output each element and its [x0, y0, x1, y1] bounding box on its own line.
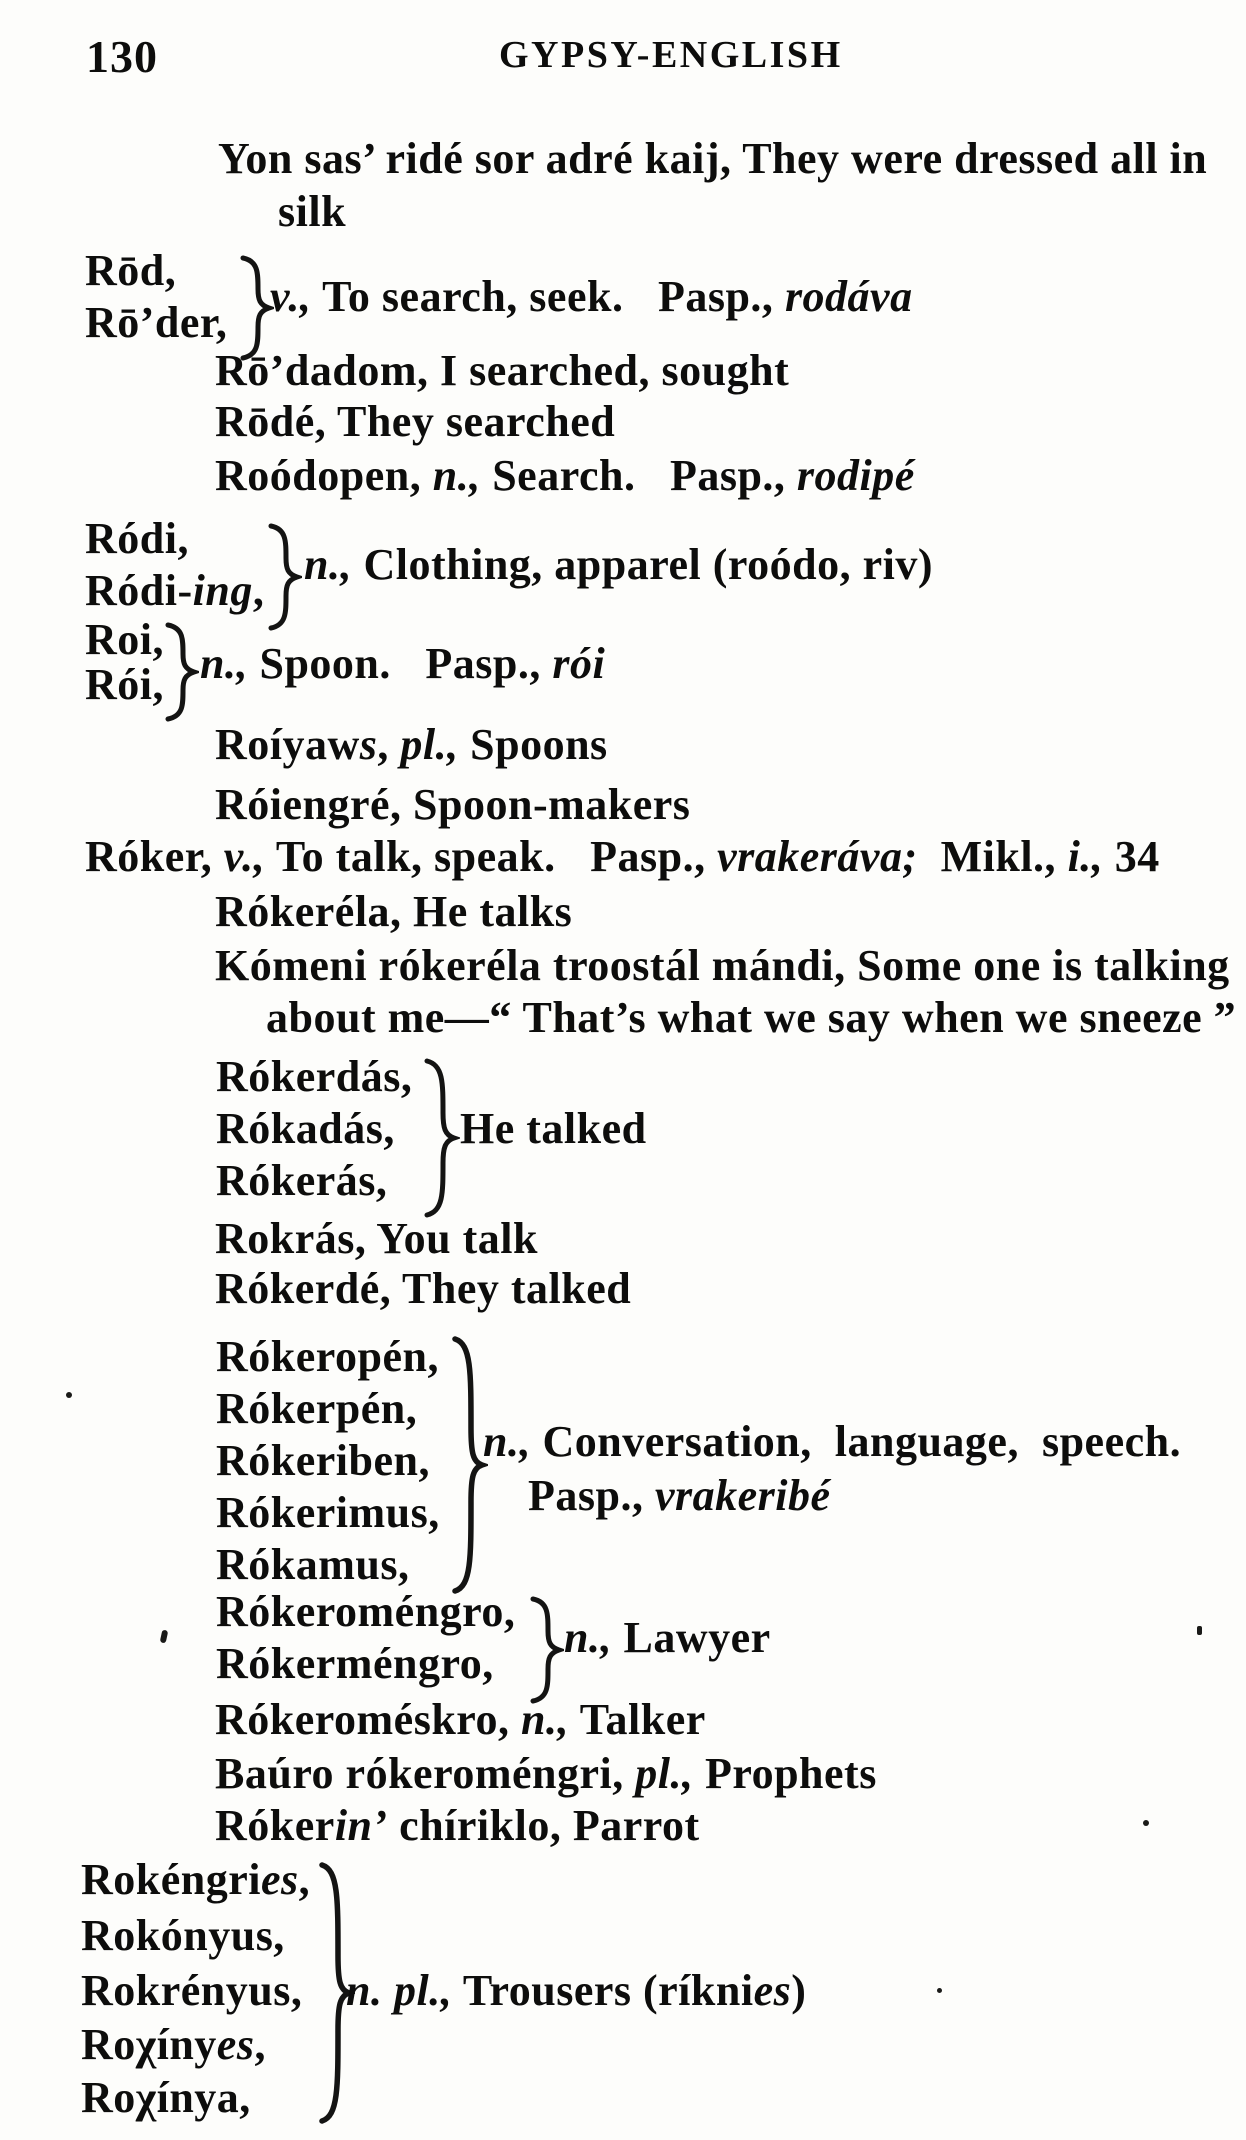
- headword-rodi-ing: Ródi-ing,: [85, 566, 265, 615]
- definition-conversation-line1: n., Conversation, language, speech.: [483, 1417, 1182, 1466]
- subentry-rokerin: Rókerin’ chíriklo, Parrot: [215, 1801, 700, 1850]
- subentry-rokamus: Rókamus,: [216, 1540, 410, 1589]
- page-number: 130: [86, 31, 158, 82]
- brace-lawyer-group: [526, 1596, 564, 1704]
- example-komeni-line1: Kómeni rókeréla troostál mándi, Some one is talking: [215, 941, 1230, 990]
- scan-speck: [1143, 1820, 1149, 1826]
- headword-rod: Rōd,: [85, 246, 177, 295]
- subentry-rodadom: Rō’dadom, I searched, sought: [215, 346, 790, 395]
- example-yon-sas-line1: Yon sas’ ridé sor adré kaij, They were dressed all in: [218, 134, 1208, 183]
- headword-rokrenyus: Rokrényus,: [81, 1966, 303, 2015]
- brace-roi-group: [161, 622, 199, 722]
- subentry-rokermengro: Rókerméngro,: [216, 1639, 494, 1688]
- subentry-rokerimus: Rókerimus,: [216, 1488, 440, 1537]
- subentry-rokeras: Rókerás,: [216, 1156, 388, 1205]
- headword-roi: Roi,: [85, 615, 164, 664]
- definition-roi: n., Spoon. Pasp., rói: [200, 639, 606, 688]
- brace-conversation-group: [448, 1336, 488, 1594]
- subentry-roiengre: Róiengré, Spoon-makers: [215, 780, 691, 829]
- headword-rodi: Ródi,: [85, 514, 189, 563]
- subentry-rokras: Rokrás, You talk: [215, 1214, 538, 1263]
- subentry-rokeromengro: Rókeroméngro,: [216, 1587, 516, 1636]
- headword-roi2: Rói,: [85, 660, 164, 709]
- example-yon-sas-line2: silk: [278, 187, 347, 236]
- headword-rochinyes: Roχínyes,: [81, 2020, 266, 2069]
- subentry-rokerela: Rókeréla, He talks: [215, 887, 573, 936]
- scan-speck: [160, 1630, 169, 1644]
- subentry-rokeriben: Rókeriben,: [216, 1436, 430, 1485]
- definition-lawyer: n., Lawyer: [564, 1613, 771, 1662]
- example-komeni-line2: about me—“ That’s what we say when we sneeze ”: [266, 993, 1237, 1042]
- scan-speck: [937, 1988, 942, 1993]
- subentry-roiyaws: Roíyaws, pl., Spoons: [215, 720, 608, 769]
- subentry-rokeropen: Rókeropén,: [216, 1332, 439, 1381]
- subentry-rokerdas: Rókerdás,: [216, 1052, 413, 1101]
- scan-speck: [66, 1392, 72, 1398]
- scan-speck: [1197, 1626, 1202, 1635]
- subentry-rokeromeskro: Rókeroméskro, n., Talker: [215, 1695, 706, 1744]
- headword-roder: Rō’der,: [85, 298, 228, 347]
- subentry-rokerde: Rókerdé, They talked: [215, 1264, 632, 1313]
- headword-rokengries: Rokéngries,: [81, 1855, 311, 1904]
- running-header: GYPSY-ENGLISH: [499, 34, 843, 76]
- headword-rokonyus: Rokónyus,: [81, 1911, 285, 1960]
- subentry-rode: Rōdé, They searched: [215, 397, 616, 446]
- definition-conversation-line2: Pasp., vrakeribé: [528, 1471, 831, 1520]
- subentry-roodopen: Roódopen, n., Search. Pasp., rodipé: [215, 451, 915, 500]
- subentry-bauro: Baúro rókeroméngri, pl., Prophets: [215, 1749, 877, 1798]
- headword-rochinya: Roχínya,: [81, 2073, 251, 2122]
- subentry-rokadas: Rókadás,: [216, 1104, 395, 1153]
- definition-rodi: n., Clothing, apparel (roódo, riv): [304, 540, 933, 589]
- definition-trousers: n. pl., Trousers (ríknies): [346, 1966, 807, 2015]
- subentry-rokerpen: Rókerpén,: [216, 1384, 418, 1433]
- brace-he-talked-group: [420, 1058, 460, 1218]
- brace-rodi-group: [264, 523, 302, 631]
- definition-he-talked: He talked: [460, 1104, 647, 1153]
- headword-roker-line: Róker, v., To talk, speak. Pasp., vrakeráva; Mikl., i., 34: [85, 832, 1160, 881]
- definition-rod: v., To search, seek. Pasp., rodáva: [270, 272, 913, 321]
